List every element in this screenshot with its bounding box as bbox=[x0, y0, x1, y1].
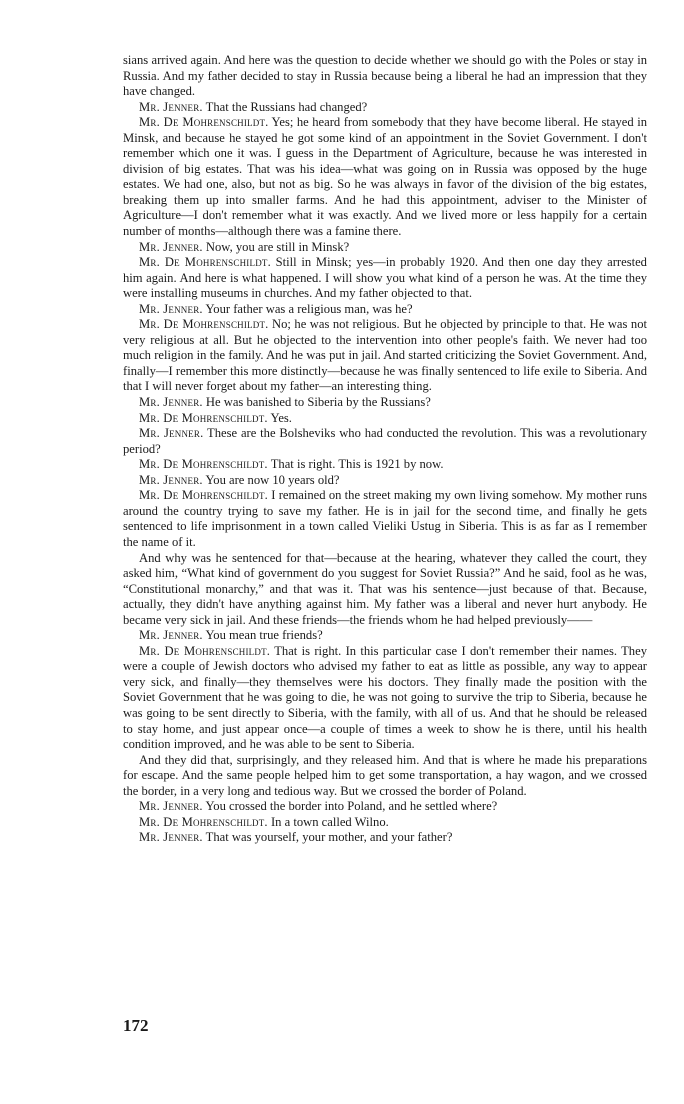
speaker-name: Mr. De Mohrenschildt. bbox=[139, 814, 268, 829]
testimony-line bbox=[123, 302, 647, 318]
testimony-line bbox=[123, 488, 647, 550]
testimony-line bbox=[123, 628, 647, 644]
testimony-line bbox=[123, 644, 647, 753]
testimony-line bbox=[123, 255, 647, 302]
paragraph-text: These are the Bolsheviks who had conducted the revolution. This was a revolutionary period? bbox=[123, 426, 647, 456]
testimony-line bbox=[123, 815, 647, 831]
paragraph-text: That is right. In this particular case I don't remember their names. They were a couple of Jewish doctors who advised my father to eat as little as possible, any way to appear very sick, and finally—they themselves were his doctors. They finally made the position with the Soviet Government that he was going to die, he was not going to survive the trip to Siberia, because he was going to be sent directly to Siberia, with the family, with all of us. And that he should be released to stay home, and just appear once—a couple of times a week to show he is there, until his health condition improved, and he was able to be sent to Siberia. bbox=[123, 643, 647, 752]
speaker-name: Mr. Jenner. bbox=[139, 239, 203, 254]
testimony-line bbox=[123, 317, 647, 395]
paragraph-text: Yes; he heard from somebody that they have become liberal. He stayed in Minsk, and because he stayed he got some kind of an appointment in the Soviet Government. I don't remember which one it was. I guess in the Department of Agriculture, because he was interested in division of big estates. That was his idea—what was going on in Russia was opposed by the huge estates. We had one, also, but not as big. So he was always in favor of the division of the big estates, breaking them up into smaller farms. And he had this appointment, adviser to the Minister of Agriculture—I don't remember what it was exactly. And we lived more or less happily for a certain number of months—although there was a famine there. bbox=[123, 115, 647, 239]
paragraph-text: You are now 10 years old? bbox=[205, 472, 340, 487]
paragraph-text: Now, you are still in Minsk? bbox=[205, 239, 350, 254]
testimony-paragraph bbox=[123, 753, 647, 800]
paragraph-text: He was banished to Siberia by the Russians? bbox=[205, 395, 431, 410]
paragraph-text: sians arrived again. And here was the question to decide whether we should go with the Poles or stay in Russia. And my father decided to stay in Russia because being a liberal he had an impression that they have changed. bbox=[123, 53, 647, 99]
testimony-line bbox=[123, 457, 647, 473]
transcript-body bbox=[123, 53, 647, 846]
testimony-line bbox=[123, 100, 647, 116]
speaker-name: Mr. De Mohrenschildt. bbox=[139, 410, 268, 425]
speaker-name: Mr. De Mohrenschildt. bbox=[139, 115, 269, 130]
testimony-line bbox=[123, 115, 647, 239]
testimony-line bbox=[123, 395, 647, 411]
paragraph-text: In a town called Wilno. bbox=[270, 814, 389, 829]
speaker-name: Mr. Jenner. bbox=[139, 799, 203, 814]
speaker-name: Mr. De Mohrenschildt. bbox=[139, 317, 269, 332]
speaker-name: Mr. Jenner. bbox=[139, 301, 203, 316]
testimony-line bbox=[123, 240, 647, 256]
speaker-name: Mr. Jenner. bbox=[139, 830, 203, 845]
testimony-line bbox=[123, 830, 647, 846]
page-number: 172 bbox=[123, 1016, 149, 1035]
paragraph-text: I remained on the street making my own living somehow. My mother runs around the country trying to save my father. He is in jail for the second time, and finally he gets sentenced to life imprisonment in a town called Vieliki Ustug in Siberia. This is as far as I remember the name of it. bbox=[123, 488, 647, 549]
testimony-line bbox=[123, 411, 647, 427]
testimony-line bbox=[123, 799, 647, 815]
paragraph-text: That the Russians had changed? bbox=[205, 99, 368, 114]
speaker-name: Mr. Jenner. bbox=[139, 395, 203, 410]
speaker-name: Mr. Jenner. bbox=[139, 99, 203, 114]
paragraph-text: Yes. bbox=[270, 410, 292, 425]
paragraph-text: And why was he sentenced for that—because at the hearing, whatever they called the court, they asked him, “What kind of government do you suggest for Soviet Russia?” And he said, fool as he was, “Constitutional monarchy,” and that was it. That was his sentence—just because of that. Because, actually, they didn't have anything against him. My father was a liberal and never hurt anybody. He became very sick in jail. And these friends—the friends whom he had helped previously—— bbox=[123, 550, 647, 627]
speaker-name: Mr. Jenner. bbox=[139, 628, 203, 643]
paragraph-text: That is right. This is 1921 by now. bbox=[270, 457, 444, 472]
speaker-name: Mr. De Mohrenschildt. bbox=[139, 457, 268, 472]
paragraph-text: You crossed the border into Poland, and he settled where? bbox=[205, 799, 498, 814]
speaker-name: Mr. De Mohrenschildt. bbox=[139, 488, 268, 503]
speaker-name: Mr. De Mohrenschildt. bbox=[139, 255, 271, 270]
speaker-name: Mr. Jenner. bbox=[139, 472, 203, 487]
speaker-name: Mr. De Mohrenschildt. bbox=[139, 643, 271, 658]
paragraph-text: No; he was not religious. But he objected by principle to that. He was not very religious at all. But he objected to the intervention into other people's faith. We never had too much religion in the family. And he was put in jail. And started criticizing the Soviet Government. And, finally—I remember this more distinctly—because he was finally sentenced to life exile to Siberia. And that I will never forget about my father—an interesting thing. bbox=[123, 317, 647, 394]
testimony-line bbox=[123, 426, 647, 457]
speaker-name: Mr. Jenner. bbox=[139, 426, 204, 441]
testimony-line bbox=[123, 473, 647, 489]
paragraph-text: Your father was a religious man, was he? bbox=[205, 301, 413, 316]
paragraph-text: Still in Minsk; yes—in probably 1920. And then one day they arrested him again. And here is what happened. I will show you what kind of a person he was. At the time they were installing museums in churches. And my father objected to that. bbox=[123, 255, 647, 301]
paragraph-text: You mean true friends? bbox=[205, 628, 323, 643]
paragraph-text: That was yourself, your mother, and your father? bbox=[205, 830, 453, 845]
paragraph-text: And they did that, surprisingly, and they released him. And that is where he made his preparations for escape. And the same people helped him to get some transportation, a hay wagon, and we crossed the border, in a very long and tedious way. But we crossed the border of Poland. bbox=[123, 752, 647, 798]
testimony-paragraph bbox=[123, 53, 647, 100]
testimony-paragraph bbox=[123, 551, 647, 629]
